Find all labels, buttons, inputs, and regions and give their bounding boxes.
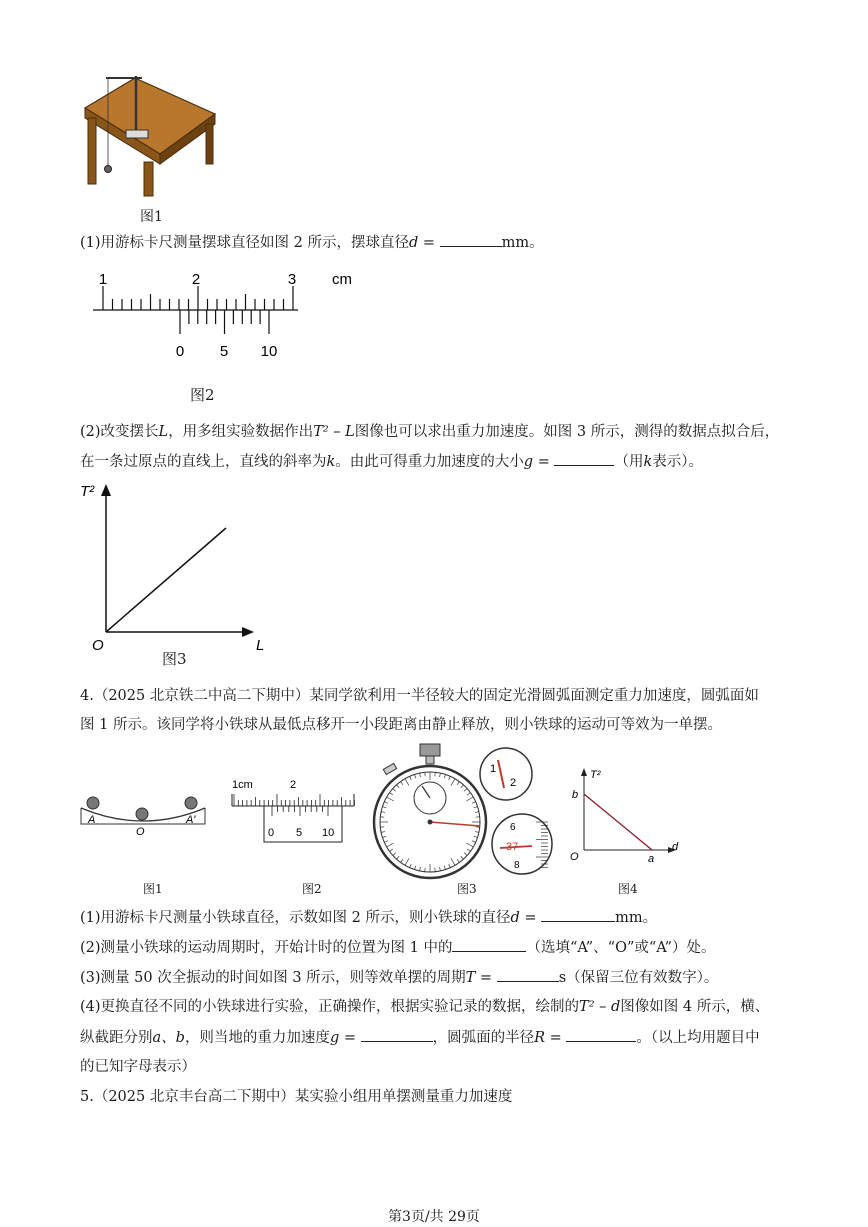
vernier-label-0: 0 bbox=[175, 343, 185, 360]
fig1-caption: 图1 bbox=[140, 209, 163, 225]
page-footer: 第3页/共 29页 bbox=[388, 1209, 480, 1225]
q4-s4-line2: 纵截距分别a、b，则当地的重力加速度g = ，圆弧面的半径R = 。（以上均用题目中 bbox=[80, 1027, 760, 1048]
x-label: d bbox=[672, 841, 679, 853]
mag1-label-1: 1 bbox=[490, 763, 497, 775]
answer-blank-q4-R[interactable] bbox=[566, 1027, 636, 1042]
answer-blank-q4-d[interactable] bbox=[541, 907, 615, 922]
pendulum-table-figure bbox=[80, 68, 220, 200]
q4-vernier-ticks bbox=[272, 806, 328, 816]
q4-caliper-main-2: 2 bbox=[290, 779, 297, 791]
fit-line bbox=[106, 528, 226, 632]
origin-label: O bbox=[92, 637, 104, 654]
magnifier-minute bbox=[480, 748, 532, 800]
fig3-caption: 图3 bbox=[162, 650, 187, 668]
main-label-1: 1 bbox=[98, 271, 108, 288]
q3-part2-line2: 在一条过原点的直线上，直线的斜率为k。由此可得重力加速度的大小g = （用k表示）。 bbox=[80, 451, 703, 472]
fit-line bbox=[584, 794, 652, 850]
q4-fig1-caption: 图1 bbox=[143, 882, 163, 896]
answer-blank-q4-position[interactable] bbox=[452, 937, 526, 952]
q4-s4-line1: (4)更换直径不同的小铁球进行实验，正确操作，根据实验记录的数据，绘制的T² – d图像如图 4 所示，横、 bbox=[80, 999, 770, 1015]
q4-caliper-unit: 1cm bbox=[232, 779, 253, 791]
label-a: a bbox=[648, 853, 655, 865]
q4-fig4-caption: 图4 bbox=[618, 882, 638, 896]
answer-blank-g[interactable] bbox=[554, 451, 614, 466]
q4-s2: (2)测量小铁球的运动周期时，开始计时的位置为图 1 中的 （选填“A”、“O”或“A”）处。 bbox=[80, 937, 716, 958]
q4-intro-line1: 4.（2025 北京铁二中高二下期中）某同学欲利用一半径较大的固定光滑圆弧面测定重力加速度，圆弧面如 bbox=[80, 688, 759, 704]
x-axis-label: L bbox=[256, 637, 265, 654]
q4-s1: (1)用游标卡尺测量小铁球直径，示数如图 2 所示，则小铁球的直径d = mm。 bbox=[80, 907, 657, 928]
cm-unit: cm bbox=[332, 271, 352, 288]
q4-vernier-0: 0 bbox=[268, 827, 275, 839]
q4-caliper-figure bbox=[230, 776, 360, 850]
mag2-label-37: 37 bbox=[506, 841, 519, 853]
label-O: O bbox=[136, 826, 145, 838]
vernier-label-10: 10 bbox=[260, 343, 278, 360]
main-scale-ticks bbox=[103, 286, 293, 310]
q5-intro: 5.（2025 北京丰台高二下期中）某实验小组用单摆测量重力加速度 bbox=[80, 1089, 513, 1105]
stopwatch-figure bbox=[372, 744, 564, 880]
origin-label: O bbox=[570, 851, 579, 863]
vernier-caliper-figure bbox=[88, 266, 358, 366]
y-label: T² bbox=[590, 769, 601, 781]
q3-part1: (1)用游标卡尺测量摆球直径如图 2 所示，摆球直径d = mm。 bbox=[80, 232, 544, 253]
magnifier-second bbox=[492, 814, 552, 874]
t2-l-graph bbox=[80, 480, 276, 660]
q4-vernier-10: 10 bbox=[322, 827, 335, 839]
label-b: b bbox=[572, 789, 579, 801]
vernier-scale-ticks bbox=[180, 310, 269, 334]
answer-blank-q4-g[interactable] bbox=[361, 1027, 433, 1042]
q4-s3: (3)测量 50 次全振动的时间如图 3 所示，则等效单摆的周期T = s（保留三位有效数字）。 bbox=[80, 967, 718, 988]
answer-blank-diameter[interactable] bbox=[440, 232, 502, 247]
q4-main-ticks bbox=[234, 794, 354, 806]
mag2-label-6: 6 bbox=[510, 822, 516, 833]
q3-part2-line1: (2)改变摆长L，用多组实验数据作出T² – L图像也可以求出重力加速度。如图 3 所示，测得的数据点拟合后， bbox=[80, 424, 780, 440]
t2-d-graph bbox=[566, 764, 686, 874]
q4-s4-line3: 的已知字母表示） bbox=[80, 1059, 196, 1075]
q4-vernier-5: 5 bbox=[296, 827, 303, 839]
mag1-label-2: 2 bbox=[510, 777, 517, 789]
fig2-caption: 图2 bbox=[190, 386, 215, 404]
label-A-prime: A′ bbox=[186, 814, 196, 826]
main-label-2: 2 bbox=[191, 271, 201, 288]
q4-intro-line2: 图 1 所示。该同学将小铁球从最低点移开一小段距离由静止释放，则小铁球的运动可等效为一单摆。 bbox=[80, 717, 722, 733]
answer-blank-q4-T[interactable] bbox=[497, 967, 559, 982]
y-axis-label: T² bbox=[80, 483, 95, 500]
main-label-3: 3 bbox=[287, 271, 297, 288]
vernier-label-5: 5 bbox=[219, 343, 229, 360]
mag2-label-8: 8 bbox=[514, 860, 520, 871]
label-A: A bbox=[88, 814, 96, 826]
q4-fig2-caption: 图2 bbox=[302, 882, 322, 896]
q4-fig3-caption: 图3 bbox=[457, 882, 477, 896]
arc-surface-figure bbox=[78, 790, 208, 850]
